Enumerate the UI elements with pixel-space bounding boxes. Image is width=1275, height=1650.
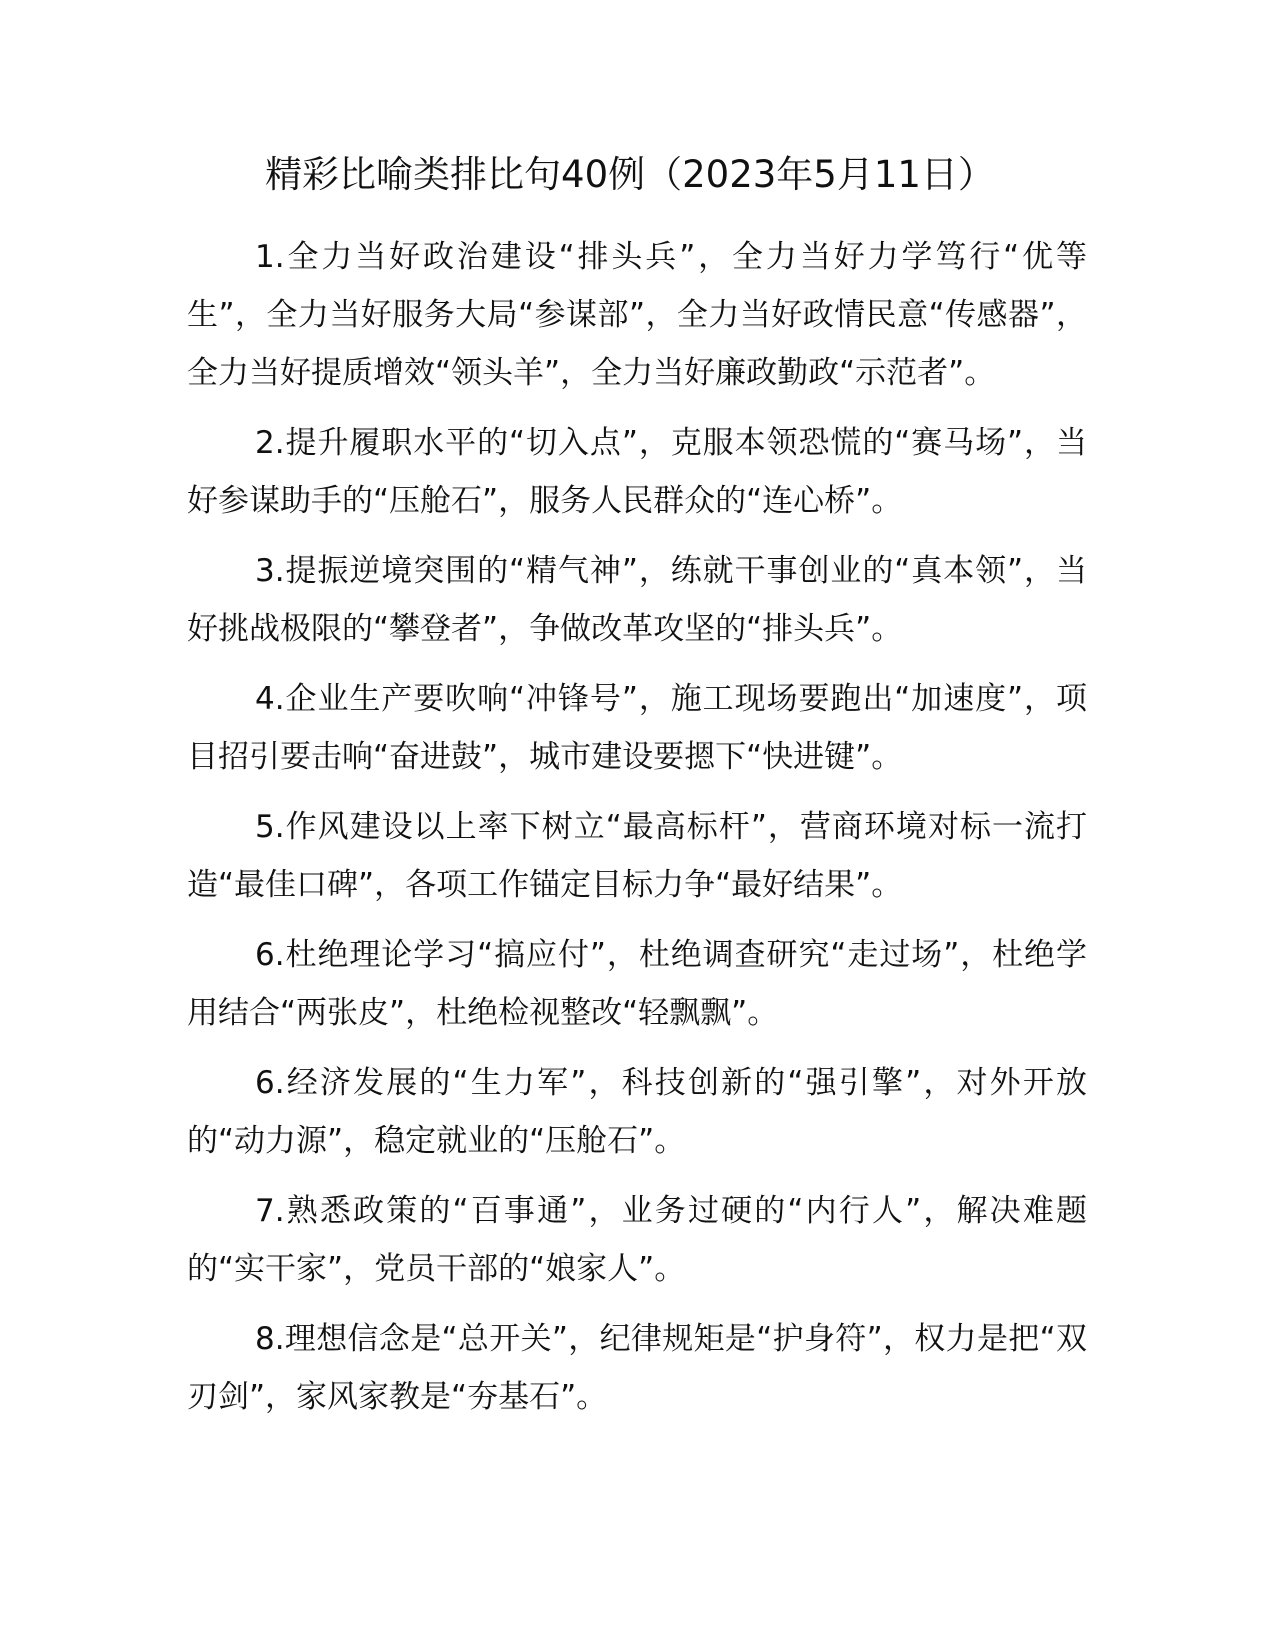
paragraph-3: 3.提振逆境突围的“精气神”，练就干事创业的“真本领”，当好挑战极限的“攀登者”，争做改革攻坚的“排头兵”。: [187, 553, 1087, 647]
paragraph-5: 5.作风建设以上率下树立“最高标杆”，营商环境对标一流打造“最佳口碑”，各项工作锚定目标力争“最好结果”。: [187, 809, 1087, 903]
paragraph-6: 6.杜绝理论学习“搞应付”，杜绝调查研究“走过场”，杜绝学用结合“两张皮”，杜绝检视整改“轻飘飘”。: [187, 937, 1087, 1031]
paragraph-4: 4.企业生产要吹响“冲锋号”，施工现场要跑出“加速度”，项目招引要击响“奋进鼓”，城市建设要摁下“快进键”。: [187, 681, 1087, 775]
document-title: 精彩比喻类排比句40例（2023年5月11日）: [265, 153, 995, 196]
paragraph-1: 1.全力当好政治建设“排头兵”，全力当好力学笃行“优等生”，全力当好服务大局“参谋部”，全力当好政情民意“传感器”，全力当好提质增效“领头羊”，全力当好廉政勤政“示范者”。: [187, 239, 1087, 391]
paragraph-7: 6.经济发展的“生力军”，科技创新的“强引擎”，对外开放的“动力源”，稳定就业的“压舱石”。: [187, 1065, 1087, 1159]
paragraph-8: 7.熟悉政策的“百事通”，业务过硬的“内行人”，解决难题的“实干家”，党员干部的“娘家人”。: [187, 1193, 1087, 1287]
paragraph-9: 8.理想信念是“总开关”，纪律规矩是“护身符”，权力是把“双刃剑”，家风家教是“夯基石”。: [187, 1321, 1087, 1415]
paragraph-2: 2.提升履职水平的“切入点”，克服本领恐慌的“赛马场”，当好参谋助手的“压舱石”，服务人民群众的“连心桥”。: [187, 425, 1087, 519]
document-body: [187, 228, 1087, 1438]
